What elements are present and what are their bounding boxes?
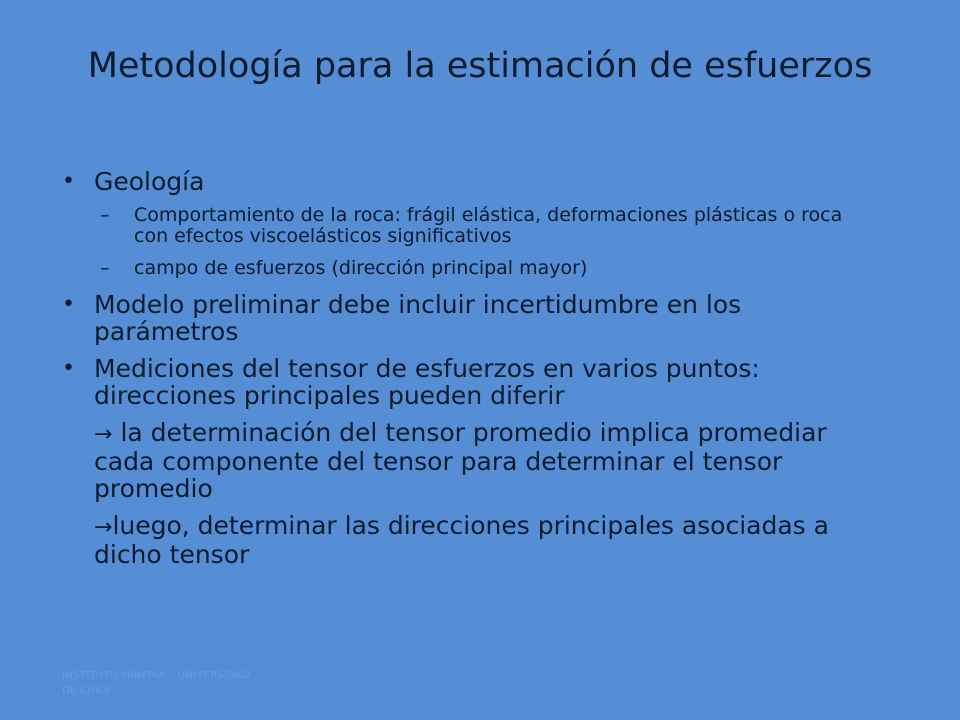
bullet-dot-icon: •	[62, 356, 75, 381]
footer-text: INSTITUTO MINERÍA – UNIVERSIDAD DE CHILE	[62, 670, 251, 696]
bullet-item-geologia	[62, 168, 882, 195]
continuation-text: luego, determinar las direcciones principales asociadas a dicho tensor	[94, 511, 829, 569]
slide-content	[62, 168, 882, 578]
dash-icon: –	[100, 257, 110, 279]
dash-icon: –	[100, 204, 110, 226]
continuation-paragraph	[62, 419, 882, 502]
bullet-text: Geología	[94, 167, 205, 196]
bullet-dot-icon: •	[62, 292, 75, 317]
arrow-right-icon: →	[94, 422, 113, 447]
bullet-text: Mediciones del tensor de esfuerzos en varios puntos: direcciones principales pueden diferir	[94, 354, 760, 410]
sub-bullet-item	[62, 205, 882, 247]
sub-bullet-text: campo de esfuerzos (dirección principal mayor)	[134, 257, 588, 279]
sub-bullet-item	[62, 258, 882, 279]
slide-title: Metodología para la estimación de esfuerzos	[87, 46, 873, 86]
continuation-text: la determinación del tensor promedio implica promediar cada componente del tensor para determinar el tensor promedio	[94, 418, 827, 503]
bullet-dot-icon: •	[62, 169, 75, 194]
arrow-right-icon: →	[94, 515, 113, 540]
continuation-paragraph	[62, 512, 882, 568]
bullet-item-modelo	[62, 291, 882, 345]
sub-bullet-text: Comportamiento de la roca: frágil elástica, deformaciones plásticas o roca con efectos viscoelásticos significativos	[134, 204, 843, 247]
bullet-item-mediciones	[62, 355, 882, 409]
bullet-text: Modelo preliminar debe incluir incertidumbre en los parámetros	[94, 290, 742, 346]
